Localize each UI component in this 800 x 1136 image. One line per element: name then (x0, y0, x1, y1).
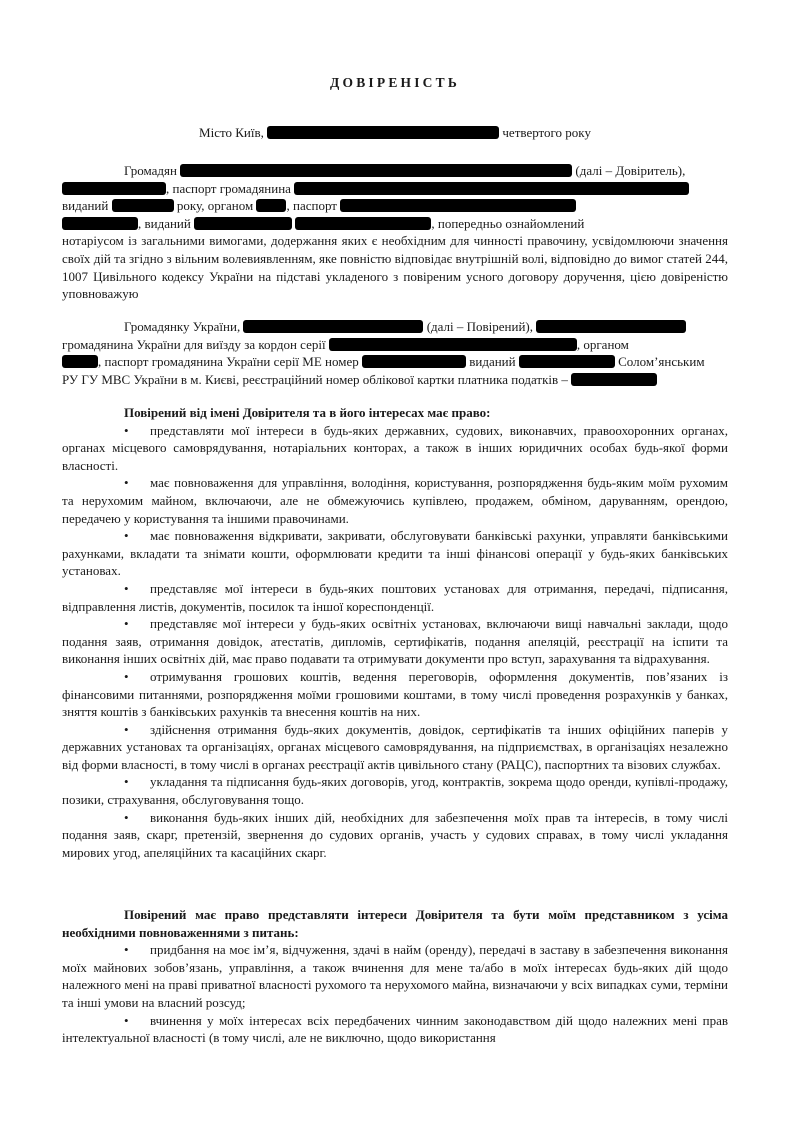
city-label: Місто Київ, (199, 125, 264, 140)
principal-line-4: , виданий , попередньо ознайомлений (62, 215, 728, 233)
redacted-issuer-date (295, 217, 431, 230)
redacted-issue-date (112, 199, 174, 212)
list-item: • придбання на моє ім’я, відчуження, здачі в найм (оренду), передачі в заставу в забезпечення виконання моїх майнових зобов’язань, управління, а також вчинення для мене та/або в моїх інтересах будь-яких дій щодо належного мені на праві приватної власності рухомого та нерухомого майна, визначаючи у всіх випадках суми, терміни та інші умови на власний розсуд; (62, 942, 728, 1010)
list-item: • здійснення отримання будь-яких документів, довідок, сертифікатів та інших офіційних паперів у державних установах та організаціях, органах місцевого самоврядування, на підприємствах, в організаціях незалежно від форми власності, в тому числі в органах реєстрації актів цивільного стану (РАЦС), паспортних та візових службах. (62, 721, 728, 772)
bullet-icon: • (124, 580, 129, 596)
rights-section (62, 404, 728, 861)
redacted-passport-details (294, 182, 689, 195)
principal-paragraph (62, 162, 728, 303)
principal-line-1: Громадян (далі – Довіритель), (124, 163, 686, 178)
redacted-attorney-name (243, 320, 423, 333)
document-title: ДОВІРЕНІСТЬ (330, 75, 460, 90)
rights-heading: Повірений від імені Довірителя та в його інтересах має право: (124, 405, 491, 420)
redacted-second-passport (340, 199, 576, 212)
bullet-icon: • (124, 528, 129, 544)
attorney-line-2: громадянина України для виїзду за кордон серії , органом (62, 336, 629, 352)
attorney-paragraph (62, 318, 728, 388)
principal-body: нотаріусом із загальними вимогами, додержання яких є необхідним для чинності правочину, усвідомлюючи значення своїх дій та згідно з вільним волевиявленням, яке повністю відповідає внутрішній волі, відповідно до вимог статей 244, 1007 Цивільного кодексу України на підставі укладеного з повіреним усного договору доручення, цією довіреністю уповноважую (62, 233, 728, 302)
bullet-icon: • (124, 616, 129, 632)
list-item: • представляє мої інтереси в будь-яких поштових установах для отримання, передачі, підписання, відправлення листів, документів, посилок та іншої кореспонденції. (62, 580, 728, 614)
list-item: • має повноваження для управління, володіння, користування, розпорядження будь-яким моїм рухомим та нерухомим майном, включаючи, але не обмежуючись купівлею, продажем, обміном, даруванням, орендою, передачею у користування та іншими правочинами. (62, 475, 728, 526)
redacted-date (267, 126, 499, 139)
attorney-line-3: , паспорт громадянина України серії МЕ номер виданий Солом’янським (62, 353, 728, 371)
year-text: четвертого року (502, 125, 591, 140)
list-item: • має повноваження відкривати, закривати, обслуговувати банківські рахунки, управляти банківськими рахунками, вкладати та знімати кошти, оформлювати кредити та інші фінансові операції у будь-яких банківських установах. (62, 528, 728, 579)
powers-heading: Повірений має право представляти інтереси Довірителя та бути моїм представником з усіма необхідними повноваженнями з питань: (62, 907, 728, 940)
list-item: • укладання та підписання будь-яких договорів, угод, контрактів, зокрема щодо оренди, купівлі-продажу, позики, страхування, обслуговування тощо. (62, 774, 728, 808)
city-date-line (62, 124, 728, 142)
list-item: • представляти мої інтереси в будь-яких державних, судових, виконавчих, правоохоронних органах, органах місцевого самоврядування, нотаріальних конторах, а також в інших юридичних особах будь-якої форми власності. (62, 422, 728, 473)
redacted-tax-number (571, 373, 657, 386)
redacted-authority-code (62, 355, 98, 368)
list-item: • отримування грошових коштів, ведення переговорів, оформлення документів, пов’язаних із фінансовими питаннями, розпорядження моїми грошовими коштами, в тому числі проведення розрахунків у банках, зняття коштів з банківських рахунків та внесення коштів на них. (62, 668, 728, 720)
redacted-issuer (194, 217, 292, 230)
bullet-icon: • (124, 721, 129, 737)
redacted-passport-number (62, 217, 138, 230)
bullet-icon: • (124, 475, 129, 491)
list-item: • представляє мої інтереси у будь-яких освітніх установах, включаючи вищі навчальні заклади, щодо подання заяв, отримання довідок, атестатів, дипломів, сертифікатів, подання апеляцій, реєстрації на іспити та виконання інших освітніх дій, має право подавати та отримувати документи про вступ, зарахування та відрахування. (62, 616, 728, 667)
redacted-travel-passport (329, 338, 577, 351)
redacted-issuing-authority (256, 199, 286, 212)
bullet-icon: • (124, 1012, 129, 1028)
bullet-icon: • (124, 422, 129, 438)
redacted-principal-birth (62, 182, 166, 195)
redacted-principal-name (180, 164, 572, 177)
redacted-attorney-passport (536, 320, 686, 333)
bullet-icon: • (124, 809, 129, 825)
redacted-issue-info (519, 355, 615, 368)
attorney-line-4: РУ ГУ МВС України в м. Києві, реєстраційний номер облікової картки платника податків – (62, 371, 728, 389)
redacted-passport-no (362, 355, 466, 368)
bullet-icon: • (124, 942, 129, 958)
bullet-icon: • (124, 774, 129, 790)
powers-section (62, 906, 728, 1047)
attorney-line-1: Громадянку України, (далі – Повірений), (62, 318, 728, 336)
principal-line-2: , паспорт громадянина (62, 180, 728, 198)
list-item: • виконання будь-яких інших дій, необхідних для забезпечення моїх прав та інтересів, в тому числі подання заяв, скарг, претензій, звернення до судових органів, участь у судових справах, в тому числі укладання мирових угод, апеляційних та касаційних скарг. (62, 809, 728, 860)
list-item: • вчинення у моїх інтересах всіх передбачених чинним законодавством дій щодо належних мені прав інтелектуальної власності (в тому числі, але не виключно, щодо використання (62, 1012, 728, 1046)
principal-line-3: виданий року, органом , паспорт (62, 197, 728, 215)
bullet-icon: • (124, 668, 129, 684)
